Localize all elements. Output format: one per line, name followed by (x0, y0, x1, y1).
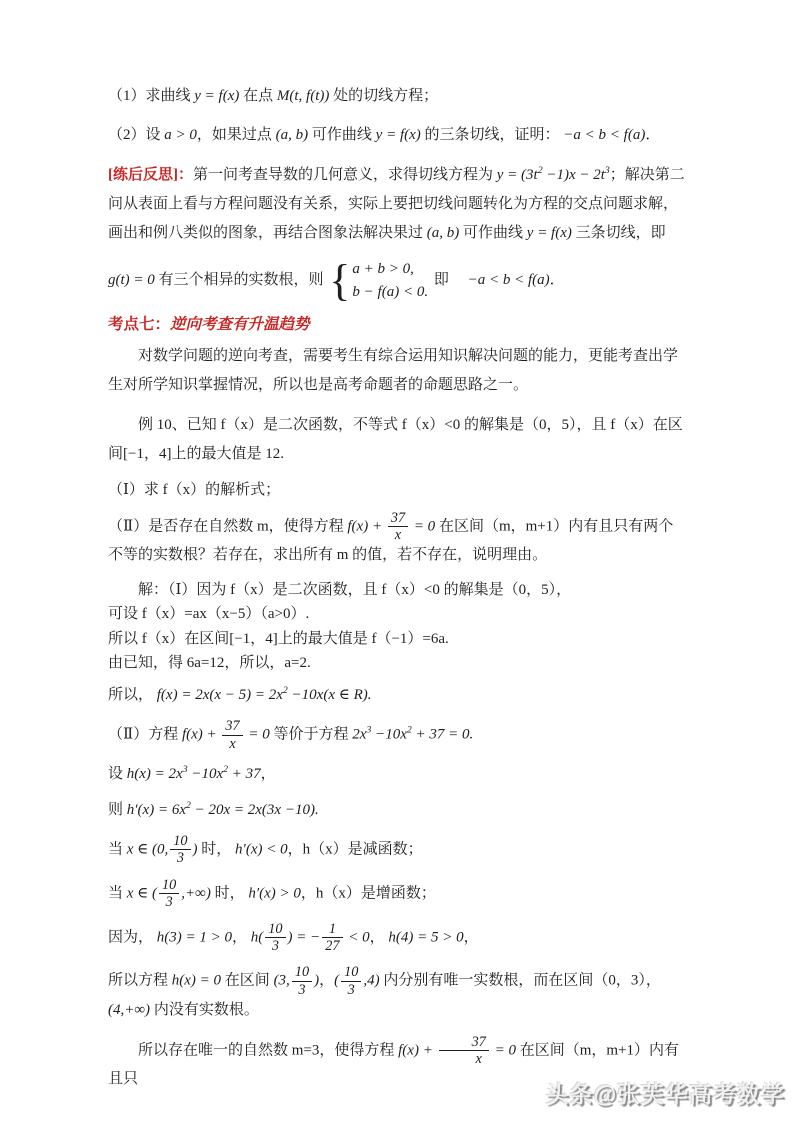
text-run: 可作曲线 (308, 127, 376, 144)
red-label: 逆向考查有升温趋势 (170, 316, 310, 334)
text-run: 可设 f（x）=ax（x−5）（a>0）. (108, 606, 310, 623)
system-lines (352, 258, 428, 303)
paragraph (108, 510, 688, 569)
paragraph (108, 798, 688, 824)
text-run: ；解决第二问从表面上看与方程问题没有关系，实际上要把切线问题转化为方程的交点问题求解，画出和例八类似的图象，再结合图象法解决果过 (108, 166, 685, 241)
fraction (341, 964, 361, 998)
math-run: −a < b < f(a) (563, 127, 646, 144)
fraction (322, 921, 342, 955)
text-run: 对数学问题的逆向考查，需要考生有综合运用知识解决问题的能力，更能考查出学生对所学知识掌握情况，所以也是高考命题者的命题思路之一。 (108, 348, 679, 394)
math-run: + 37 = 0. (411, 726, 474, 743)
text-run: 所以， (108, 686, 157, 703)
paragraph (108, 411, 688, 470)
math-run: x ∈ (0, (126, 841, 169, 858)
text-run: 内分别有唯一实数根，而在区间（0，3）， (379, 972, 661, 989)
math-run: ) = − (287, 928, 321, 945)
fraction-numerator: 1 (322, 921, 342, 938)
math-run: 3 (366, 724, 372, 736)
paragraph (108, 479, 688, 502)
math-run: f(x) + (347, 517, 386, 534)
text-run: 在点 (239, 88, 277, 104)
math-run: ) (192, 841, 198, 858)
math-run: ) (314, 972, 320, 989)
math-run: h(x) = 2x (126, 766, 183, 783)
text-run: （1）求曲线 (108, 88, 195, 104)
math-run: f(x) + (398, 1041, 437, 1058)
paragraph (108, 652, 688, 675)
text-run: 三条切线，即 (571, 225, 666, 241)
red-label: 考点七： (108, 316, 171, 334)
text-run: ， (232, 928, 251, 945)
math-run: y = f(x) (526, 225, 572, 241)
paragraph (108, 603, 688, 626)
text-run: 当 (108, 885, 127, 902)
math-run: 3 (604, 164, 610, 176)
math-run: (4,+∞) (108, 1002, 151, 1019)
text-run: ， (369, 928, 389, 945)
fraction-denominator: 27 (325, 937, 340, 954)
text-run: 由已知，得 6a=12，所以，a=2. (108, 655, 311, 672)
text-run: 在区间（m，m+1）内有且只有两个不等的实数根？若存在，求出所有 m 的值，若不存在，说明理由。 (108, 517, 674, 564)
math-run: x ∈ ( (126, 885, 158, 902)
paragraph (108, 877, 688, 911)
text-run: 所以方程 (108, 972, 172, 989)
paragraph (108, 833, 688, 867)
section-heading (108, 313, 688, 338)
math-run: 2x (352, 726, 367, 743)
red-label: [练后反思]： (108, 166, 193, 183)
fraction (439, 1034, 489, 1068)
math-run: M(t, f(t)) (276, 88, 330, 104)
fraction-numerator: 37 (439, 1034, 489, 1051)
math-run: h′(x) > 0 (248, 885, 301, 902)
paragraph (108, 255, 688, 305)
text-run: ，h（x）是减函数； (287, 841, 423, 858)
system-line: a + b > 0, (352, 261, 414, 278)
paragraph (108, 82, 688, 111)
math-run: = 0 (244, 726, 270, 743)
math-run: 3 (182, 764, 188, 776)
math-run: −10x(x ∈ R). (287, 686, 372, 703)
text-run: 所以 f（x）在区间[−1，4]上的最大值是 f（−1）=6a. (108, 630, 449, 647)
math-run: = 0 (410, 517, 436, 534)
fraction (159, 877, 179, 911)
math-run: f(x) + (181, 726, 221, 743)
math-run: ,+∞) (181, 885, 211, 902)
math-run: −10x (187, 766, 224, 783)
text-run: 有三个相异的实数根，则 (154, 272, 328, 289)
text-run: 即 (430, 272, 468, 289)
fraction-denominator: 3 (347, 981, 355, 998)
paragraph (108, 762, 688, 788)
fraction (222, 718, 242, 752)
text-run: （Ⅱ）方程 (108, 726, 182, 743)
text-run: 解：（Ⅰ）因为 f（x）是二次函数，且 f（x）<0 的解集是（0，5）， (138, 581, 572, 598)
fraction (170, 833, 190, 867)
document-content (108, 82, 688, 1103)
math-run: h′(x) = 6x (126, 801, 186, 818)
watermark: 头条@张芙华高考数学 (545, 1081, 785, 1107)
text-run: ，h（x）是增函数； (300, 885, 436, 902)
math-run: h( (250, 928, 264, 945)
math-run: + 37 (227, 766, 261, 783)
text-run: 因为， (108, 928, 157, 945)
paragraph (108, 342, 688, 401)
math-run: 2 (282, 684, 288, 696)
fraction-denominator: x (475, 1050, 482, 1067)
paragraph (108, 628, 688, 651)
paragraph (108, 161, 688, 249)
paragraph (108, 121, 688, 150)
text-run: ， (260, 766, 276, 783)
math-run: h′(x) < 0 (235, 841, 288, 858)
fraction-numerator: 10 (341, 964, 361, 981)
fraction (292, 964, 312, 998)
text-run: （Ⅱ）是否存在自然数 m，使得方程 (108, 517, 348, 534)
math-run: g(t) = 0 (108, 272, 155, 289)
fraction-numerator: 10 (159, 877, 179, 894)
fraction-denominator: x (229, 735, 236, 752)
math-run: f(x) = 2x(x − 5) = 2x (156, 686, 283, 703)
math-run: 2 (223, 764, 228, 776)
text-run: ， (463, 928, 479, 945)
paragraph (108, 579, 688, 602)
text-run: 的三条切线，证明： (420, 127, 564, 144)
text-run: （Ⅰ）求 f（x）的解析式； (108, 482, 281, 499)
math-run: h(4) = 5 > 0 (388, 928, 464, 945)
math-run: 2 (537, 164, 543, 176)
text-run: 所以存在唯一的自然数 m=3，使得方程 (138, 1041, 399, 1058)
text-run: 例 10、已知 f（x）是二次函数，不等式 f（x）<0 的解集是（0，5），且 f（x）在区间[−1，4]上的最大值是 12. (108, 416, 683, 462)
fraction-numerator: 37 (222, 718, 242, 735)
fraction-numerator: 10 (170, 833, 190, 850)
brace-icon: { (329, 255, 351, 305)
fraction (265, 921, 285, 955)
paragraph (108, 718, 688, 752)
math-run: −1)x − 2t (542, 166, 605, 183)
math-run: 2 (406, 724, 412, 736)
math-run: h(x) = 0 (171, 972, 222, 989)
math-run: y = (3t (496, 166, 538, 183)
text-run: ． (645, 127, 661, 144)
math-run: 2 (185, 799, 191, 811)
math-run: (a, b) (275, 127, 309, 144)
text-run: 设 (108, 766, 127, 783)
math-run: (3, (273, 972, 290, 989)
paragraph (108, 964, 688, 1023)
fraction-denominator: 3 (271, 937, 279, 954)
math-run: (a, b) (426, 225, 460, 241)
text-run: 第一问考查导数的几何意义，求得切线方程为 (193, 166, 497, 183)
text-run: 可作曲线 (459, 225, 527, 241)
math-run: ,4) (363, 972, 380, 989)
fraction-denominator: 3 (298, 981, 306, 998)
math-run: − 20x = 2x(3x −10). (190, 801, 319, 818)
fraction-numerator: 10 (265, 921, 285, 938)
text-run: 等价于方程 (269, 726, 353, 743)
math-run: −a < b < f(a) (467, 272, 550, 289)
math-run: a > 0 (164, 127, 197, 144)
fraction (388, 510, 408, 544)
text-run: ， (319, 972, 335, 989)
math-run: h(3) = 1 > 0 (156, 928, 232, 945)
paragraph (108, 921, 688, 955)
math-run: y = f(x) (194, 88, 240, 104)
system-line: b − f(a) < 0. (352, 283, 429, 300)
text-run: 则 (108, 801, 127, 818)
text-run: 处的切线方程； (329, 88, 439, 104)
fraction-denominator: x (394, 526, 402, 543)
math-run: = 0 (490, 1041, 516, 1058)
math-run: ( (334, 972, 340, 989)
fraction-denominator: 3 (176, 850, 184, 867)
text-run: 当 (108, 841, 127, 858)
math-run: −10x (371, 726, 407, 743)
text-run: 时， (210, 885, 249, 902)
equation-system (329, 255, 429, 305)
math-run: < 0 (344, 928, 370, 945)
fraction-numerator: 37 (388, 510, 408, 527)
text-run: ，如果过点 (196, 127, 276, 144)
paragraph (108, 683, 688, 709)
text-run: ． (549, 272, 565, 289)
math-run: y = f(x) (375, 127, 421, 144)
text-run: 内没有实数根。 (150, 1002, 259, 1019)
text-run: （2）设 (108, 127, 165, 144)
text-run: 时， (197, 841, 236, 858)
text-run: 在区间 (221, 972, 274, 989)
text-run: 在区间（m，m+1）内有且只 (108, 1041, 679, 1088)
fraction-denominator: 3 (165, 894, 173, 911)
fraction-numerator: 10 (292, 964, 312, 981)
